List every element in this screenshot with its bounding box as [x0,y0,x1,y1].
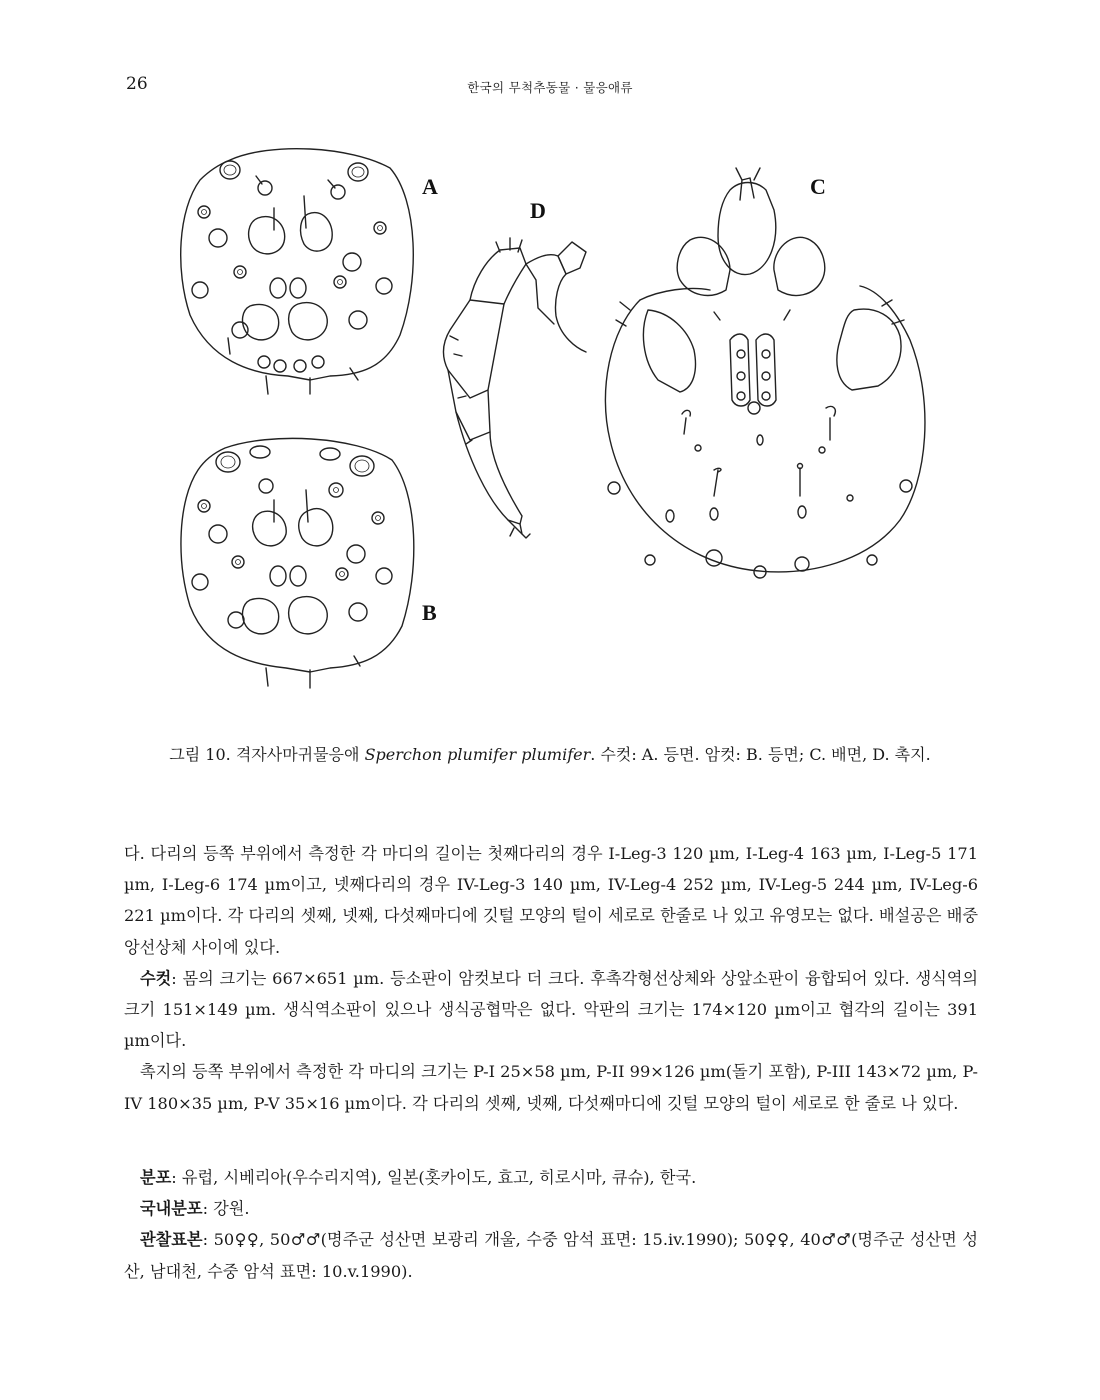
caption-species: Sperchon plumifer plumifer [364,745,591,764]
caption-suffix: . 수컷: A. 등면. 암컷: B. 등면; C. 배면, D. 촉지. [590,745,931,764]
panel-b-drawing [181,438,414,688]
panel-d-drawing [444,238,586,538]
figure-caption [120,742,980,765]
male-description: : 몸의 크기는 667×651 µm. 등소판이 암컷보다 더 크다. 후촉각형선상체와 상앞소판이 융합되어 있다. 생식역의 크기 151×149 µm. 생식역소판이 있으나 생식공협막은 없다. 악판의 크기는 174×120 µm이고 협각의 길이는 391 µm이다. [124,968,978,1051]
term-specimens: 관찰표본 [140,1230,203,1250]
panel-label-d: D [530,198,546,223]
panel-c-drawing [605,168,925,578]
paragraph-leg-measurements: 다. 다리의 등쪽 부위에서 측정한 각 마디의 길이는 첫째다리의 경우 I-Leg-3 120 µm, I-Leg-4 163 µm, I-Leg-5 171 µm, I-Leg-6 174 µm이고, 넷째다리의 경우 IV-Leg-3 140 µm, IV-Leg-4 252 µm, IV-Leg-5 244 µm, IV-Leg-6 221 µm이다. 각 다리의 셋째, 넷째, 다섯째마디에 깃털 모양의 털이 세로로 한줄로 나 있고 유영모는 없다. 배설공은 배중앙선상체 사이에 있다. [124,844,978,957]
specimens-text: : 50♀♀, 50♂♂(명주군 성산면 보광리 개울, 수중 암석 표면: 15.iv.1990); 50♀♀, 40♂♂(명주군 성산면 성산, 남대천, 수중 암석 표면: 10.v.1990). [124,1230,978,1281]
caption-prefix: 그림 10. 격자사마귀물응애 [169,745,365,764]
distribution-text: : 유럽, 시베리아(우수리지역), 일본(홋카이도, 효고, 히로시마, 큐슈), 한국. [171,1168,697,1187]
term-male: 수컷 [140,968,172,988]
panel-label-b: B [422,600,437,625]
term-distribution: 분포 [140,1168,172,1187]
distribution-line [124,1162,978,1193]
specimens-line [124,1224,978,1286]
body-text [124,838,978,1119]
panel-label-a: A [422,174,438,199]
running-title: 한국의 무척추동물 · 물응애류 [467,80,633,95]
paragraph-palp: 촉지의 등쪽 부위에서 측정한 각 마디의 크기는 P-I 25×58 µm, P-II 99×126 µm(돌기 포함), P-III 143×72 µm, P-IV 180×35 µm, P-V 35×16 µm이다. 각 다리의 셋째, 넷째, 다섯째마디에 깃털 모양의 털이 세로로 한 줄로 나 있다. [124,1062,978,1113]
distribution-section [124,1162,978,1287]
domestic-distribution-text: : 강원. [202,1199,250,1219]
paragraph-male [124,963,978,1057]
panel-a-drawing [181,149,414,394]
page-number: 26 [126,74,148,94]
domestic-distribution-line [124,1193,978,1224]
figure-10 [170,140,950,700]
term-domestic-distribution: 국내분포 [140,1199,203,1219]
panel-label-c: C [810,174,826,199]
